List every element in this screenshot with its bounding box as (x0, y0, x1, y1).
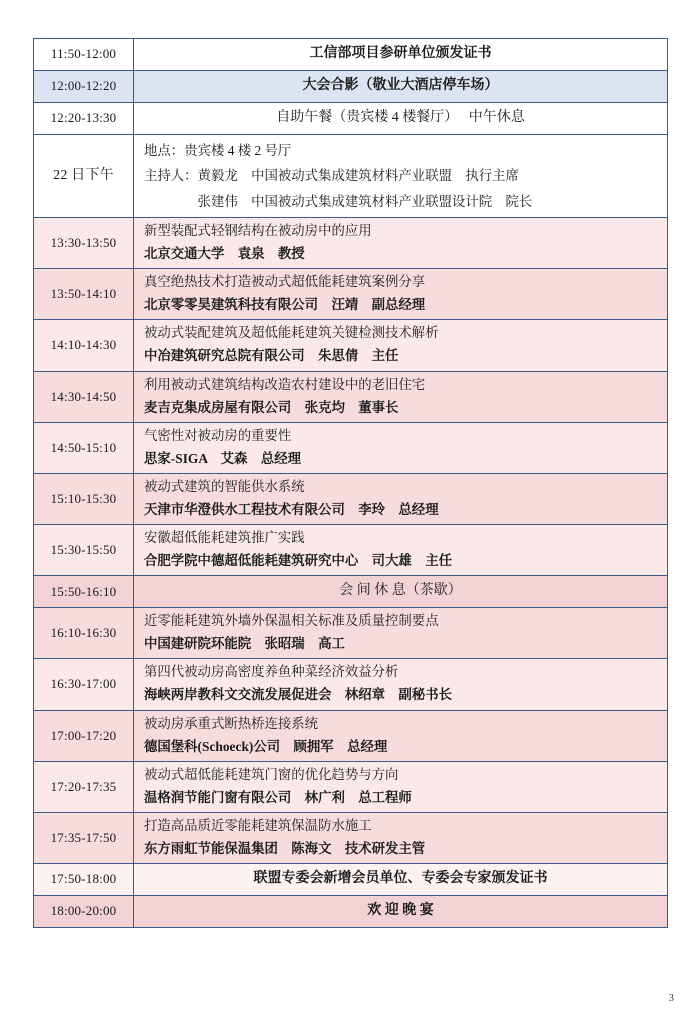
page-number: 3 (668, 992, 674, 1004)
row-time: 15:30-15:50 (34, 525, 134, 576)
table-row (34, 525, 668, 576)
talk-speaker: 东方雨虹节能保温集团 陈海文 技术研发主管 (144, 841, 426, 857)
table-row (34, 422, 668, 473)
row-time: 12:00-12:20 (34, 70, 134, 102)
talk-topic: 第四代被动房高密度养鱼种菜经济效益分析 (144, 664, 399, 680)
row-content (134, 371, 668, 422)
row-content (134, 269, 668, 320)
table-row (34, 864, 668, 896)
talk-speaker: 合肥学院中德超低能耗建筑研究中心 司大雄 主任 (144, 553, 452, 569)
row-time: 12:20-13:30 (34, 102, 134, 134)
table-row (34, 659, 668, 710)
row-content (134, 812, 668, 863)
table-row (34, 473, 668, 524)
row-content (134, 608, 668, 659)
row-time: 16:10-16:30 (34, 608, 134, 659)
row-content (134, 864, 668, 896)
talk-speaker: 天津市华澄供水工程技术有限公司 李玲 总经理 (144, 502, 439, 518)
talk-topic: 近零能耗建筑外墙外保温相关标准及质量控制要点 (144, 613, 439, 629)
session-location: 地点：贵宾楼 4 楼 2 号厅 (144, 142, 292, 158)
row-time: 13:30-13:50 (34, 217, 134, 268)
row-content (134, 473, 668, 524)
session-host-2: 张建伟 中国被动式集成建筑材料产业联盟设计院 院长 (144, 193, 533, 209)
schedule-rows (34, 39, 668, 928)
table-row (34, 608, 668, 659)
talk-topic: 被动房承重式断热桥连接系统 (144, 715, 319, 731)
talk-topic: 被动式超低能耗建筑门窗的优化趋势与方向 (144, 766, 399, 782)
session-title: 会 间 休 息（茶歇） (339, 583, 462, 599)
row-time: 17:35-17:50 (34, 812, 134, 863)
row-content (134, 761, 668, 812)
talk-topic: 被动式装配建筑及超低能耗建筑关键检测技术解析 (144, 325, 439, 341)
table-row (34, 70, 668, 102)
table-row (34, 320, 668, 371)
talk-topic: 被动式建筑的智能供水系统 (144, 478, 305, 494)
row-time: 14:50-15:10 (34, 422, 134, 473)
conference-schedule-table (33, 38, 668, 928)
row-content (134, 422, 668, 473)
row-content (134, 217, 668, 268)
row-time: 16:30-17:00 (34, 659, 134, 710)
talk-speaker: 北京交通大学 袁泉 教授 (144, 246, 305, 262)
row-content (134, 896, 668, 928)
talk-speaker: 中冶建筑研究总院有限公司 朱思倩 主任 (144, 348, 399, 364)
talk-topic: 新型装配式轻钢结构在被动房中的应用 (144, 222, 372, 238)
table-row (34, 39, 668, 71)
row-content (134, 710, 668, 761)
table-row-afternoon-header (34, 134, 668, 217)
talk-speaker: 麦吉克集成房屋有限公司 张克均 董事长 (144, 399, 399, 415)
row-content (134, 102, 668, 134)
row-time: 18:00-20:00 (34, 896, 134, 928)
row-time: 11:50-12:00 (34, 39, 134, 71)
talk-speaker: 思家-SIGA 艾森 总经理 (144, 450, 301, 466)
table-row (34, 710, 668, 761)
session-title: 联盟专委会新增会员单位、专委会专家颁发证书 (253, 871, 548, 887)
talk-speaker: 温格润节能门窗有限公司 林广利 总工程师 (144, 789, 412, 805)
session-title: 大会合影（敬业大酒店停车场） (302, 77, 499, 93)
row-content (134, 576, 668, 608)
talk-topic: 利用被动式建筑结构改造农村建设中的老旧住宅 (144, 376, 426, 392)
table-row (34, 269, 668, 320)
session-title: 自助午餐（贵宾楼 4 楼餐厅） 中午休息 (276, 109, 525, 125)
row-time: 15:10-15:30 (34, 473, 134, 524)
table-row (34, 761, 668, 812)
row-time: 13:50-14:10 (34, 269, 134, 320)
row-time: 15:50-16:10 (34, 576, 134, 608)
row-time: 14:30-14:50 (34, 371, 134, 422)
talk-speaker: 德国堡科(Schoeck)公司 顾拥军 总经理 (144, 738, 388, 754)
row-time: 17:50-18:00 (34, 864, 134, 896)
table-row (34, 896, 668, 928)
row-time: 14:10-14:30 (34, 320, 134, 371)
table-row (34, 576, 668, 608)
row-time: 17:20-17:35 (34, 761, 134, 812)
table-row (34, 102, 668, 134)
talk-topic: 安徽超低能耗建筑推广实践 (144, 530, 305, 546)
talk-topic: 气密性对被动房的重要性 (144, 427, 292, 443)
row-content (134, 39, 668, 71)
table-row (34, 217, 668, 268)
talk-speaker: 中国建研院环能院 张昭瑞 高工 (144, 636, 345, 652)
session-title: 欢 迎 晚 宴 (367, 903, 434, 919)
row-content (134, 525, 668, 576)
row-content (134, 70, 668, 102)
table-row (34, 371, 668, 422)
row-time: 22 日下午 (34, 134, 134, 217)
talk-topic: 真空绝热技术打造被动式超低能耗建筑案例分享 (144, 274, 426, 290)
session-title: 工信部项目参研单位颁发证书 (309, 46, 492, 61)
talk-speaker: 北京零零昊建筑科技有限公司 汪靖 副总经理 (144, 297, 426, 313)
talk-topic: 打造高品质近零能耗建筑保温防水施工 (144, 817, 372, 833)
talk-speaker: 海峡两岸教科文交流发展促进会 林绍章 副秘书长 (144, 687, 452, 703)
row-content (134, 659, 668, 710)
row-content (134, 134, 668, 217)
session-host-1: 主持人：黄毅龙 中国被动式集成建筑材料产业联盟 执行主席 (144, 168, 519, 184)
row-content (134, 320, 668, 371)
table-row (34, 812, 668, 863)
row-time: 17:00-17:20 (34, 710, 134, 761)
